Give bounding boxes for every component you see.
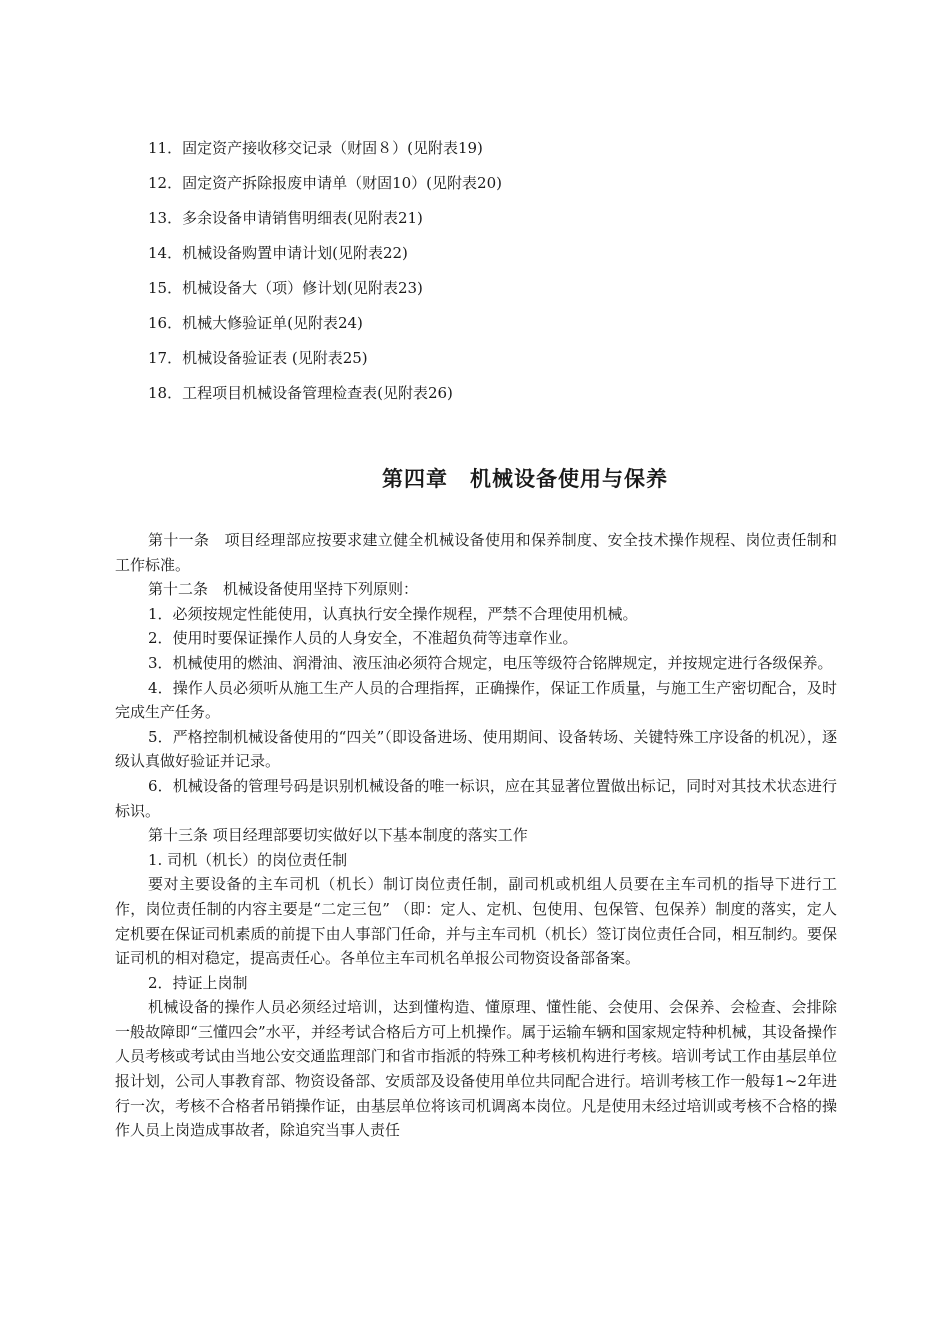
- article-12-item-4: 4．操作人员必须听从施工生产人员的合理指挥，正确操作，保证工作质量，与施工生产密切配合，及时完成生产任务。: [115, 678, 837, 722]
- article-12-item-2: 2．使用时要保证操作人员的人身安全，不准超负荷等违章作业。: [148, 629, 578, 648]
- list-item: 13．多余设备申请销售明细表(见附表21): [148, 209, 423, 227]
- list-item: 16．机械大修验证单(见附表24): [148, 314, 363, 332]
- article-12-item-1: 1．必须按规定性能使用，认真执行安全操作规程，严禁不合理使用机械。: [148, 604, 638, 623]
- article-13: 第十三条 项目经理部要切实做好以下基本制度的落实工作: [148, 826, 528, 845]
- article-12: 第十二条 机械设备使用坚持下列原则：: [148, 580, 419, 599]
- article-12-item-3: 3．机械使用的燃油、润滑油、液压油必须符合规定，电压等级符合铭牌规定，并按规定进行各级保养。: [148, 653, 833, 672]
- chapter-body: [115, 528, 837, 1143]
- chapter-title: 第四章 机械设备使用与保养: [382, 467, 668, 491]
- article-12-item-5: 5．严格控制机械设备使用的“四关”（即设备进场、使用期间、设备转场、关键特殊工序设备的机况），逐级认真做好验证并记录。: [115, 727, 837, 771]
- article-13-body-2: 机械设备的操作人员必须经过培训，达到懂构造、懂原理、懂性能、会使用、会保养、会检查、会排除一般故障即“三懂四会”水平，并经考试合格后方可上机操作。属于运输车辆和国家规定特种机械，其设备操作人员考核或考试由当地公安交通监理部门和省市指派的特殊工种考核机构进行考核。培训考试工作由基层单位报计划，公司人事教育部、物资设备部、安质部及设备使用单位共同配合进行。培训考核工作一般每1~2年进行一次，考核不合格者吊销操作证，由基层单位将该司机调离本岗位。凡是使用未经过培训或考核不合格的操作人员上岗造成事故者，除追究当事人责任: [115, 998, 837, 1140]
- list-item: 12．固定资产拆除报废申请单（财固10）(见附表20): [148, 174, 502, 192]
- article-13-heading-1: 1. 司机（机长）的岗位责任制: [148, 850, 348, 869]
- article-12-item-6: 6．机械设备的管理号码是识别机械设备的唯一标识，应在其显著位置做出标记，同时对其技术状态进行标识。: [115, 776, 837, 820]
- list-item: 18．工程项目机械设备管理检查表(见附表26): [148, 384, 453, 402]
- article-13-body-1: 要对主要设备的主车司机（机长）制订岗位责任制，副司机或机组人员要在主车司机的指导下进行工作，岗位责任制的内容主要是“二定三包” （即：定人、定机、包使用、包保管、包保养）制度的落实，定人定机要在保证司机素质的前提下由人事部门任命，并与主车司机（机长）签订岗位责任合同，相互制约。要保证司机的相对稳定，提高责任心。各单位主车司机名单报公司物资设备部备案。: [115, 875, 837, 968]
- article-13-heading-2: 2．持证上岗制: [148, 973, 248, 992]
- list-item: 15．机械设备大（项）修计划(见附表23): [148, 279, 423, 297]
- article-11: 第十一条 项目经理部应按要求建立健全机械设备使用和保养制度、安全技术操作规程、岗位责任制和工作标准。: [115, 531, 837, 574]
- list-item: 14．机械设备购置申请计划(见附表22): [148, 244, 408, 262]
- list-item: 17．机械设备验证表 (见附表25): [148, 349, 368, 367]
- list-item: 11．固定资产接收移交记录（财固８）(见附表19): [148, 139, 483, 157]
- attachment-list: [148, 138, 848, 418]
